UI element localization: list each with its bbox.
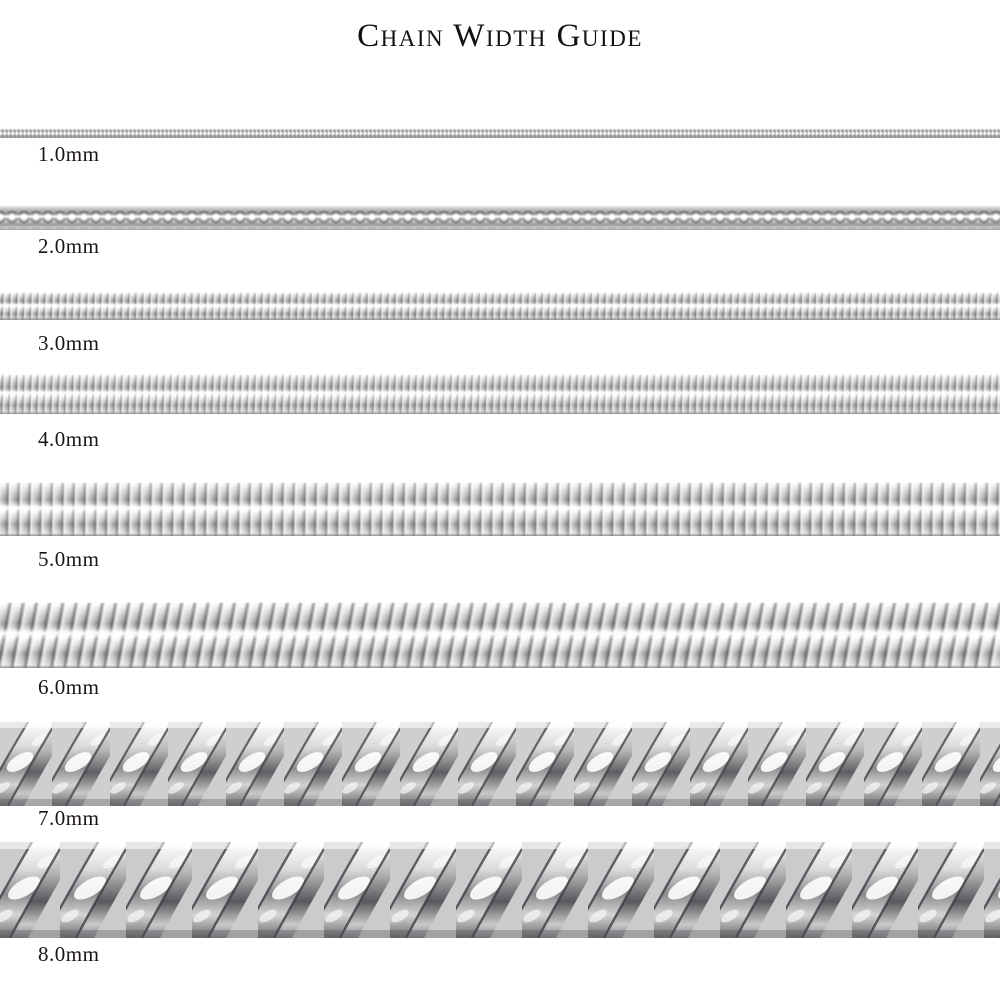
- chain-sample-4-0mm: [0, 374, 1000, 414]
- chain-width-label: 2.0mm: [38, 234, 100, 258]
- chain-sample-5-0mm: [0, 482, 1000, 536]
- chain-width-label: 7.0mm: [38, 806, 100, 830]
- rope-chain-graphic: [0, 722, 1000, 806]
- chain-shadow-edge: [0, 227, 1000, 230]
- chain-sample-2-0mm: [0, 204, 1000, 230]
- chain-highlight-edge: [0, 602, 1000, 604]
- chain-highlight-edge: [0, 128, 1000, 130]
- chain-shadow-edge: [0, 533, 1000, 536]
- chain-gloss: [0, 390, 1000, 396]
- chain-width-label: 3.0mm: [38, 331, 100, 355]
- chain-gloss: [0, 628, 1000, 639]
- chain-width-label: 8.0mm: [38, 942, 100, 966]
- chain-gloss: [0, 504, 1000, 513]
- rope-chain-graphic: [0, 842, 1000, 938]
- chain-sample-8-0mm: [0, 842, 1000, 938]
- chain-sample-3-0mm: [0, 292, 1000, 320]
- chain-highlight-edge: [0, 292, 1000, 294]
- chain-highlight-edge: [0, 482, 1000, 484]
- chain-width-label: 4.0mm: [38, 427, 100, 451]
- chain-width-label: 5.0mm: [38, 547, 100, 571]
- chain-shadow-edge: [0, 317, 1000, 320]
- chain-width-label: 1.0mm: [38, 142, 100, 166]
- chain-shadow-edge: [0, 665, 1000, 668]
- page-title: Chain Width Guide: [357, 18, 643, 54]
- chain-highlight-edge: [0, 374, 1000, 376]
- chain-gloss: [0, 214, 1000, 218]
- chain-gloss: [0, 303, 1000, 307]
- chain-sample-6-0mm: [0, 602, 1000, 668]
- chain-width-label: 6.0mm: [38, 675, 100, 699]
- chain-sample-1-0mm: [0, 128, 1000, 138]
- chain-sample-7-0mm: [0, 722, 1000, 806]
- chain-highlight-edge: [0, 204, 1000, 206]
- chain-shadow-edge: [0, 411, 1000, 414]
- chain-shadow-edge: [0, 135, 1000, 138]
